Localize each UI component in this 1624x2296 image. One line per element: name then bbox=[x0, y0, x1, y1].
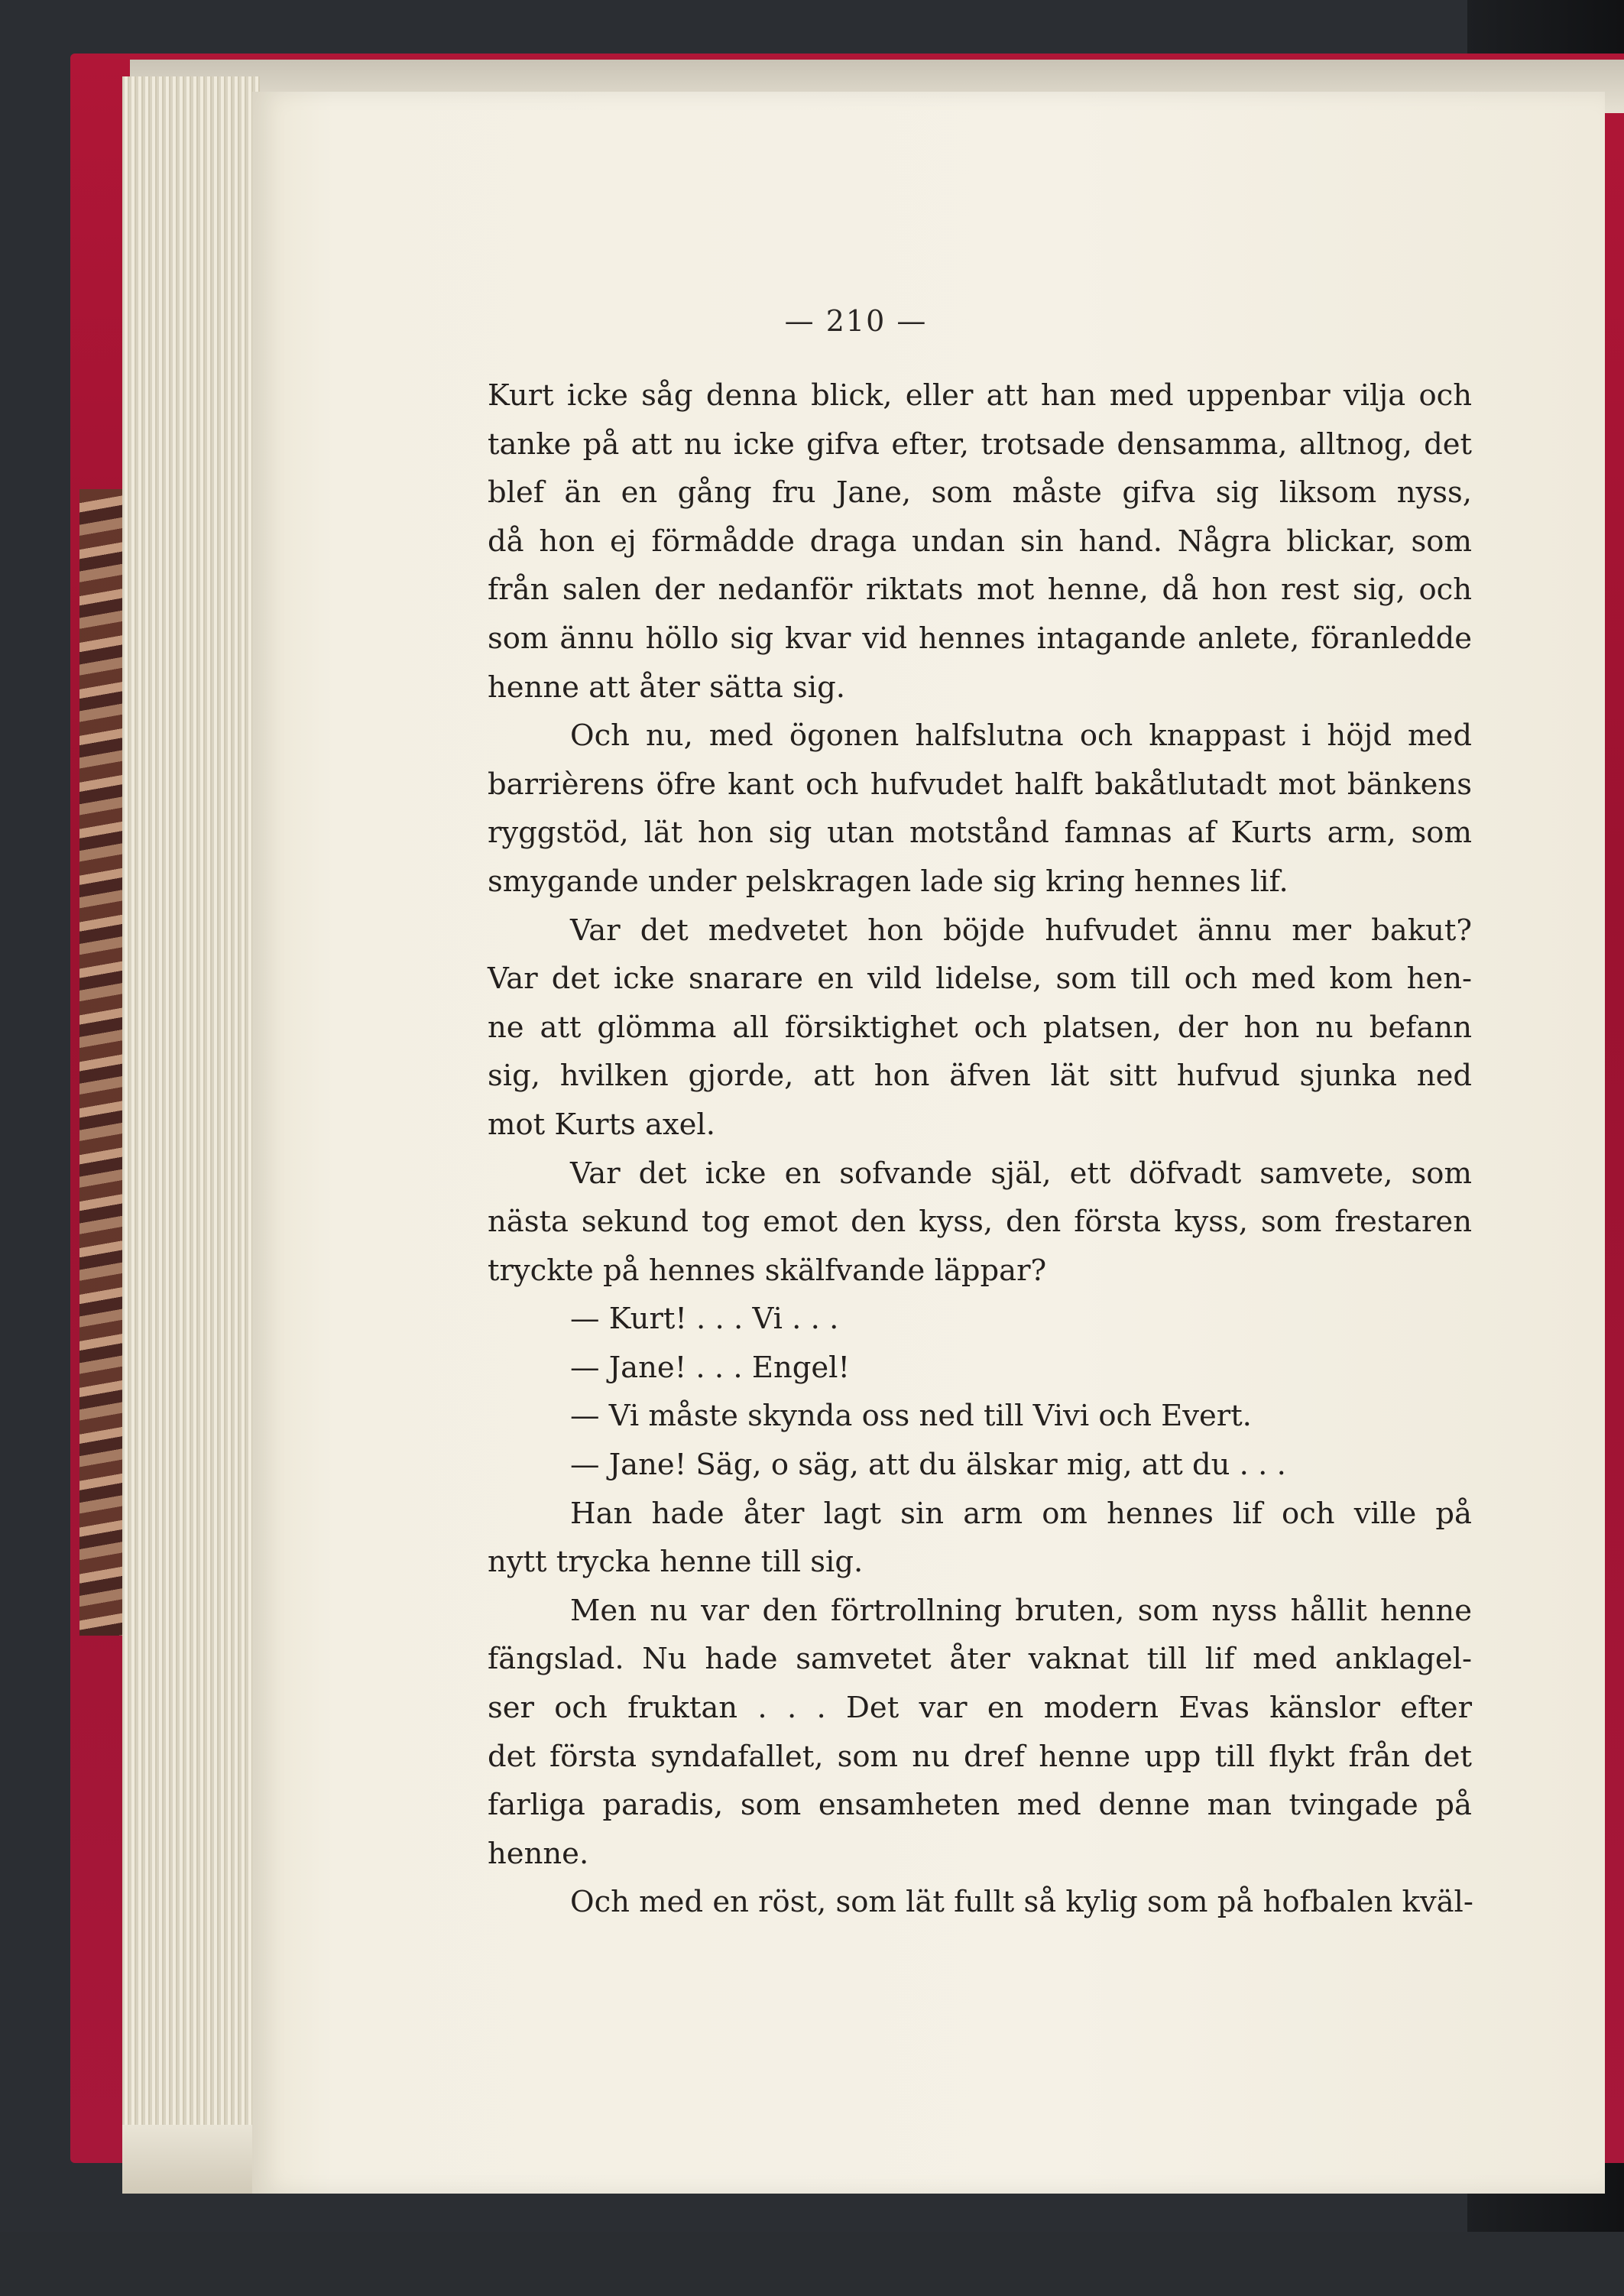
text-line: Var det medvetet hon böjde hufvudet ännu mer bakut? bbox=[570, 913, 1472, 948]
scanner-background-bottom bbox=[0, 2232, 1624, 2296]
text-line: — Jane! Säg, o säg, att du älskar mig, att du . . . bbox=[570, 1448, 1286, 1483]
text-line: Kurt icke såg denna blick, eller att han med uppenbar vilja och bbox=[488, 378, 1472, 413]
text-line: barrièrens öfre kant och hufvudet halft bakåtlutadt mot bänkens bbox=[488, 767, 1472, 802]
body-text bbox=[488, 371, 1472, 1927]
page-stack-edges bbox=[122, 76, 260, 2186]
text-line: som ännu höllo sig kvar vid hennes intagande anlete, föranledde bbox=[488, 621, 1472, 656]
text-line: — Kurt! . . . Vi . . . bbox=[570, 1302, 839, 1337]
text-line: tanke på att nu icke gifva efter, trotsade densamma, alltnog, det bbox=[488, 426, 1472, 462]
text-line: — Vi måste skynda oss ned till Vivi och Evert. bbox=[570, 1399, 1252, 1434]
text-line: sig, hvilken gjorde, att hon äfven lät sitt hufvud sjunka ned bbox=[488, 1059, 1472, 1094]
page-number: — 210 — bbox=[784, 304, 928, 338]
text-line: Han hade åter lagt sin arm om hennes lif och ville på bbox=[570, 1496, 1472, 1531]
text-line: ryggstöd, lät hon sig utan motstånd famnas af Kurts arm, som bbox=[488, 816, 1472, 851]
text-line: henne att åter sätta sig. bbox=[488, 670, 845, 705]
text-line: nästa sekund tog emot den kyss, den första kyss, som frestaren bbox=[488, 1205, 1472, 1240]
text-line: då hon ej förmådde draga undan sin hand. Några blickar, som bbox=[488, 524, 1472, 559]
text-line: Var det icke en sofvande själ, ett döfvadt samvete, som bbox=[570, 1156, 1472, 1191]
text-line: ser och fruktan . . . Det var en modern Evas känslor efter bbox=[488, 1691, 1472, 1726]
text-line: henne. bbox=[488, 1836, 589, 1871]
text-line: smygande under pelskragen lade sig kring hennes lif. bbox=[488, 864, 1289, 899]
marbled-endpaper bbox=[79, 489, 125, 1636]
text-line: — Jane! . . . Engel! bbox=[570, 1350, 850, 1385]
text-line: det första syndafallet, som nu dref henne upp till flykt från det bbox=[488, 1739, 1472, 1774]
text-line: fängslad. Nu hade samvetet åter vaknat till lif med anklagel- bbox=[488, 1642, 1472, 1677]
text-line: Och nu, med ögonen halfslutna och knappast i höjd med bbox=[570, 718, 1472, 754]
text-line: tryckte på hennes skälfvande läppar? bbox=[488, 1253, 1047, 1288]
text-line: mot Kurts axel. bbox=[488, 1107, 715, 1142]
text-line: ne att glömma all försiktighet och platsen, der hon nu befann bbox=[488, 1010, 1472, 1045]
text-line: farliga paradis, som ensamheten med denne man tvingade på bbox=[488, 1788, 1472, 1823]
text-line: nytt trycka henne till sig. bbox=[488, 1545, 864, 1580]
text-line: Men nu var den förtrollning bruten, som nyss hållit henne bbox=[570, 1593, 1472, 1628]
text-line: Och med en röst, som lät fullt så kylig som på hofbalen kväl- bbox=[570, 1885, 1473, 1920]
text-line: från salen der nedanför riktats mot henne, då hon rest sig, och bbox=[488, 572, 1472, 608]
text-line: blef än en gång fru Jane, som måste gifva sig liksom nyss, bbox=[488, 475, 1472, 511]
text-line: Var det icke snarare en vild lidelse, som till och med kom hen- bbox=[488, 962, 1472, 997]
